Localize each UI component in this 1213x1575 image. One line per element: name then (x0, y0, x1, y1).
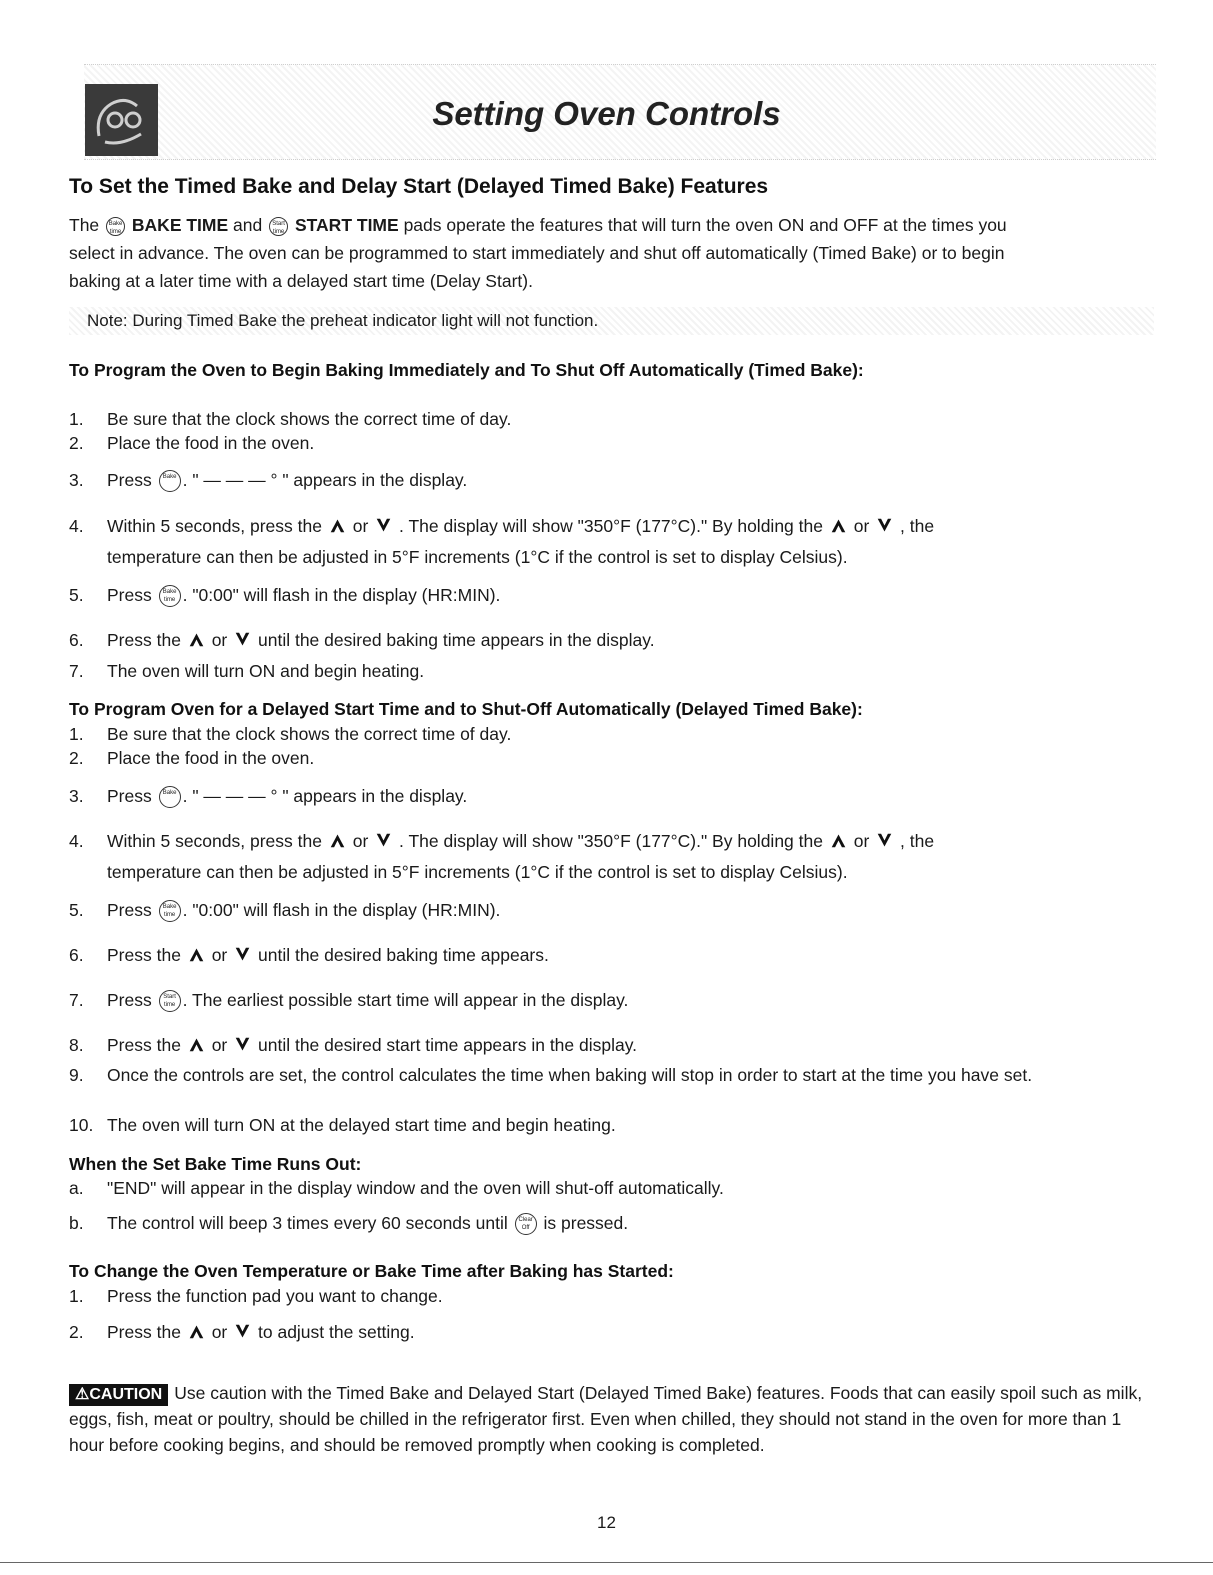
bake-time-pad-icon: Bake time (159, 900, 181, 922)
up-arrow-icon (830, 832, 847, 849)
up-arrow-icon (188, 631, 205, 648)
up-arrow-icon (188, 946, 205, 963)
down-arrow-icon (234, 1323, 251, 1340)
list-item: 6. Press the or until the desired baking time appears in the display. (69, 630, 655, 650)
start-time-pad-icon: Start time (159, 990, 181, 1012)
list-item-continuation: temperature can then be adjusted in 5°F increments (1°C if the control is set to display Celsius). (107, 547, 848, 567)
intro-text: The (69, 215, 100, 235)
bake-pad-icon: Bake (159, 786, 181, 808)
down-arrow-icon (375, 832, 392, 849)
down-arrow-icon (876, 832, 893, 849)
up-arrow-icon (329, 517, 346, 534)
down-arrow-icon (234, 946, 251, 963)
start-time-pad-icon: Start time (269, 217, 288, 236)
intro-paragraph (69, 211, 1154, 295)
bake-pad-icon: Bake (159, 470, 181, 492)
up-arrow-icon (329, 832, 346, 849)
list-item: 4. Within 5 seconds, press the or . The display will show "350°F (177°C)." By holding the or , the (69, 831, 935, 851)
intro-text: and (233, 215, 263, 235)
list-item: 9. Once the controls are set, the control calculates the time when baking will stop in order to start at the time you have set. (69, 1065, 1033, 1085)
list-item: 7. The oven will turn ON and begin heating. (69, 661, 425, 681)
list-item: 1. Be sure that the clock shows the correct time of day. (69, 724, 512, 744)
list-item: a. "END" will appear in the display window and the oven will shut-off automatically. (69, 1178, 724, 1198)
intro-text: baking at a later time with a delayed start time (Delay Start). (69, 271, 533, 291)
caution-badge: ⚠CAUTION (69, 1384, 168, 1406)
list-item: 1. Press the function pad you want to change. (69, 1286, 443, 1306)
list-item: 2. Press the or to adjust the setting. (69, 1322, 415, 1342)
caution-paragraph (69, 1380, 1154, 1458)
list-item: b. The control will beep 3 times every 60 seconds until Clear Off is pressed. (69, 1210, 1154, 1236)
note-box: Note: During Timed Bake the preheat indicator light will not function. (69, 307, 1154, 335)
clear-off-pad-icon: Clear Off (515, 1213, 537, 1235)
down-arrow-icon (375, 517, 392, 534)
list-item: 7. Press Start time . The earliest possible start time will appear in the display. (69, 987, 1154, 1013)
up-arrow-icon (830, 517, 847, 534)
section-heading-delayed-timed-bake: To Program Oven for a Delayed Start Time and to Shut-Off Automatically (Delayed Timed Bake): (69, 699, 863, 719)
list-item: 10. The oven will turn ON at the delayed start time and begin heating. (69, 1115, 616, 1135)
list-item: 6. Press the or until the desired baking time appears. (69, 945, 549, 965)
down-arrow-icon (234, 631, 251, 648)
list-item-continuation: temperature can then be adjusted in 5°F increments (1°C if the control is set to display Celsius). (107, 862, 848, 882)
bake-time-pad-icon: Bake time (106, 217, 125, 236)
start-time-label: START TIME (294, 215, 399, 235)
list-item: 5. Press Bake time . "0:00" will flash in the display (HR:MIN). (69, 897, 1154, 923)
page-title: Setting Oven Controls (432, 95, 781, 132)
caution-text: Use caution with the Timed Bake and Delayed Start (Delayed Timed Bake) features. Foods that can easily spoil such as milk, eggs, fish, meat or poultry, should be chilled in the refrigerator first. Even when chilled, they should not stand in the oven for more than 1 hour before cooking begins, and should be removed promptly when cooking is completed. (69, 1383, 1143, 1455)
up-arrow-icon (188, 1323, 205, 1340)
list-item: 3. Press Bake . " — — — ° " appears in the display. (69, 783, 1154, 809)
down-arrow-icon (876, 517, 893, 534)
bake-time-label: BAKE TIME (131, 215, 229, 235)
main-heading: To Set the Timed Bake and Delay Start (Delayed Timed Bake) Features (69, 175, 769, 198)
list-item: 5. Press Bake time . "0:00" will flash in the display (HR:MIN). (69, 582, 1154, 608)
list-item: 2. Place the food in the oven. (69, 748, 315, 768)
list-item: 1. Be sure that the clock shows the correct time of day. (69, 409, 512, 429)
section-heading-bake-time-runs-out: When the Set Bake Time Runs Out: (69, 1154, 362, 1174)
page-number: 12 (597, 1513, 616, 1532)
bottom-divider (0, 1562, 1213, 1563)
list-item: 2. Place the food in the oven. (69, 433, 315, 453)
list-item: 8. Press the or until the desired start time appears in the display. (69, 1035, 638, 1055)
section-heading-change-temperature: To Change the Oven Temperature or Bake Time after Baking has Started: (69, 1261, 674, 1281)
list-item: 4. Within 5 seconds, press the or . The display will show "350°F (177°C)." By holding the or , the (69, 516, 935, 536)
up-arrow-icon (188, 1036, 205, 1053)
down-arrow-icon (234, 1036, 251, 1053)
intro-text: select in advance. The oven can be programmed to start immediately and shut off automatically (Timed Bake) or to begin (69, 243, 1005, 263)
list-item: 3. Press Bake . " — — — ° " appears in the display. (69, 467, 1154, 493)
intro-text: pads operate the features that will turn the oven ON and OFF at the times you (403, 215, 1007, 235)
section-heading-timed-bake: To Program the Oven to Begin Baking Immediately and To Shut Off Automatically (Timed Bake): (69, 360, 864, 380)
bake-time-pad-icon: Bake time (159, 585, 181, 607)
